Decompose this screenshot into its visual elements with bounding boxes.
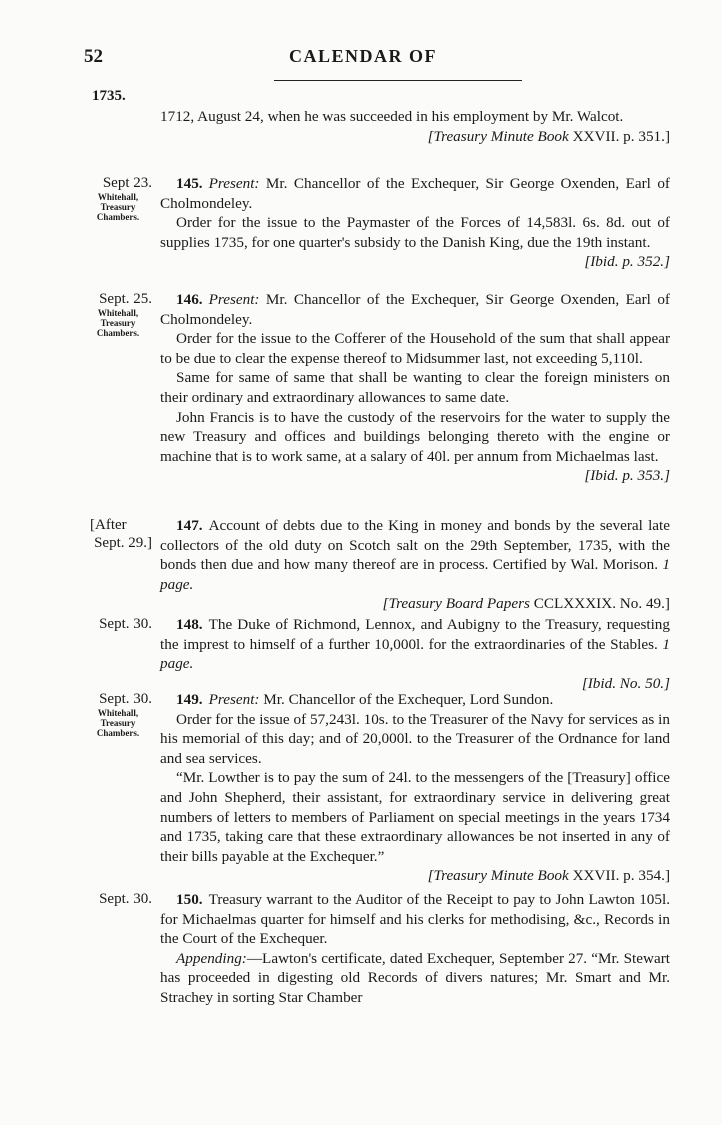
entry-quotation: “Mr. Lowther is to pay the sum of 24l. to the messengers of the [Treasury] office and John Shepherd, their assistant, for extraordinary service in delivering great numbers of letters to members of Parliament on special meetings in the years 1734 and 1735, taking care that these extraordinary allowances be not inserted in any of their bills payable at the Exchequer.” <box>160 769 670 865</box>
entry-continuation <box>84 107 670 167</box>
entry-date-line: Sept. 29.] <box>94 535 152 551</box>
entry-146 <box>84 290 670 512</box>
continuation-text: 1712, August 24, when he was succeeded in his employment by Mr. Walcot. <box>160 108 624 125</box>
entry-present: 146. Present: Mr. Chancellor of the Exchequer, Sir George Oxenden, Earl of Cholmondeley. <box>160 291 670 328</box>
entry-number: 150. <box>176 891 203 908</box>
entry-date-line: [After <box>90 517 127 533</box>
entry-present: 145. Present: Mr. Chancellor of the Exchequer, Sir George Oxenden, Earl of Cholmondeley. <box>160 175 670 212</box>
entry-147 <box>84 516 670 613</box>
entry-place: Whitehall, Treasury Chambers. <box>96 308 140 338</box>
entry-place: Whitehall, Treasury Chambers. <box>96 192 140 222</box>
margin-note <box>84 516 152 552</box>
entry-number: 146. <box>176 291 203 308</box>
entry-number: 148. <box>176 616 203 633</box>
margin-note <box>84 290 152 338</box>
entry-150 <box>84 890 670 1010</box>
entry-149 <box>84 690 670 885</box>
source-reference: [Ibid. No. 50.] <box>581 674 670 692</box>
source-reference: [Ibid. p. 352.] <box>584 253 670 271</box>
margin-note <box>84 174 152 222</box>
margin-note <box>84 690 152 738</box>
source-reference: [Ibid. p. 353.] <box>584 467 670 485</box>
entry-paragraph: 147. Account of debts due to the King in money and bonds by the several late collectors of the old duty on Scotch salt on the 29th September, 1735, with the bonds then due and how many thereof are in process. Certified by Wal. Morison. 1 page. <box>160 517 670 593</box>
source-reference: [Treasury Board Papers CCLXXXIX. No. 49.] <box>382 595 670 613</box>
entry-number: 149. <box>176 691 203 708</box>
page-count: 1 page. <box>160 635 670 673</box>
entry-148 <box>84 615 670 692</box>
entry-number: 145. <box>176 175 203 192</box>
entry-paragraph: John Francis is to have the custody of the reservoirs for the water to supply the new Treasury and offices and buildings belonging thereto with the engine or machine that is to work same, at a salary of 40l. per annum from Michaelmas last. <box>160 408 670 465</box>
entry-paragraph: Order for the issue to the Cofferer of the Household of the sum that shall appear to be due to clear the expense thereof to Midsummer last, not exceeding 5,110l. <box>160 330 670 367</box>
entry-paragraph: 150. Treasury warrant to the Auditor of the Receipt to pay to John Lawton 105l. for Michaelmas quarter for himself and his clerks for methodising, &c., Records in the Court of the Exchequer. <box>160 891 670 948</box>
page-header <box>84 46 682 76</box>
page-number: 52 <box>84 46 103 67</box>
entry-appending: Appending:—Lawton's certificate, dated Exchequer, September 27. “Mr. Stewart has proceeded in digesting old Records of divers natures; Mr. Smart and Mr. Strachey in sorting Star Chamber <box>160 949 670 1006</box>
margin-note <box>84 890 152 908</box>
entry-date: Sept. 30. <box>99 616 152 632</box>
running-title: CALENDAR OF <box>288 46 437 66</box>
source-reference: [Treasury Minute Book XXVII. p. 351.] <box>427 127 670 145</box>
entry-paragraph: Same for same of same that shall be wanting to clear the foreign ministers on their ordinary and extraordinary allowances to same date. <box>160 369 670 406</box>
entry-145 <box>84 174 670 284</box>
entry-date: Sept 23. <box>102 175 152 191</box>
header-rule <box>274 80 522 81</box>
year-marker: 1735. <box>92 88 126 104</box>
source-reference: [Treasury Minute Book XXVII. p. 354.] <box>427 867 670 885</box>
entry-date: Sept. 25. <box>99 291 152 307</box>
margin-note <box>84 615 152 633</box>
entry-number: 147. <box>176 517 203 534</box>
entry-paragraph: Order for the issue to the Paymaster of the Forces of 14,583l. 6s. 8d. out of supplies 1735, for one quarter's subsidy to the Danish King, due the 19th instant. <box>160 214 670 251</box>
entry-date: Sept. 30. <box>99 691 152 707</box>
entry-place: Whitehall, Treasury Chambers. <box>96 708 140 738</box>
entry-date: Sept. 30. <box>99 891 152 907</box>
entry-paragraph: 148. The Duke of Richmond, Lennox, and Aubigny to the Treasury, requesting the imprest to himself of a further 10,000l. for the extraordinaries of the Stables. 1 page. <box>160 616 670 673</box>
entry-present: 149. Present: Mr. Chancellor of the Exchequer, Lord Sundon. <box>176 691 554 708</box>
page-count: 1 page. <box>160 556 670 593</box>
entry-paragraph: Order for the issue of 57,243l. 10s. to the Treasurer of the Navy for services as in his memorial of this day; and of 20,000l. to the Treasurer of the Ordnance for land and sea services. <box>160 710 670 767</box>
